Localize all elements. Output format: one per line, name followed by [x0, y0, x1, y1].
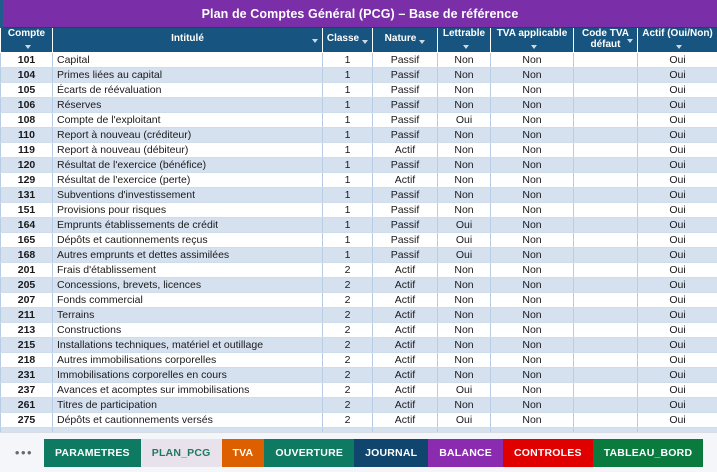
cell-intitule[interactable]: Subventions d'investissement	[53, 187, 323, 202]
cell-lettrable[interactable]: Non	[438, 52, 491, 67]
sheet-tab-tableau_bord[interactable]: TABLEAU_BORD	[593, 439, 704, 467]
cell-lettrable[interactable]: Non	[438, 202, 491, 217]
cell-code_tva[interactable]	[574, 142, 638, 157]
cell-intitule[interactable]: Constructions	[53, 322, 323, 337]
column-header-intitule[interactable]	[53, 28, 323, 52]
cell-actif[interactable]: Oui	[638, 52, 717, 67]
cell-lettrable[interactable]: Non	[438, 127, 491, 142]
table-header	[1, 28, 717, 52]
cell-lettrable[interactable]: Non	[438, 367, 491, 382]
cell-intitule[interactable]: Titres de participation	[53, 397, 323, 412]
cell-intitule[interactable]: Concessions, brevets, licences	[53, 277, 323, 292]
cell-code_tva[interactable]	[574, 397, 638, 412]
cell-actif[interactable]: Oui	[638, 307, 717, 322]
cell-tva[interactable]: Non	[491, 307, 574, 322]
cell-lettrable[interactable]: Non	[438, 337, 491, 352]
cell-code_tva[interactable]	[574, 172, 638, 187]
cell-nature[interactable]: Actif	[373, 292, 438, 307]
column-header-label: Actif (Oui/Non)	[642, 28, 713, 39]
cell-tva[interactable]: Non	[491, 187, 574, 202]
cell-tva[interactable]: Non	[491, 322, 574, 337]
cell-nature[interactable]: Passif	[373, 157, 438, 172]
cell-tva[interactable]: Non	[491, 247, 574, 262]
cell-code_tva[interactable]	[574, 382, 638, 397]
column-header-lettrable[interactable]	[438, 28, 491, 52]
cell-classe[interactable]: 1	[323, 187, 373, 202]
cell-nature[interactable]: Actif	[373, 307, 438, 322]
cell-classe[interactable]: 1	[323, 217, 373, 232]
cell-compte[interactable]: 108	[1, 112, 53, 127]
cell-nature[interactable]: Actif	[373, 337, 438, 352]
table-row[interactable]	[1, 247, 717, 262]
cell-nature[interactable]: Actif	[373, 367, 438, 382]
cell-classe[interactable]: 2	[323, 307, 373, 322]
cell-actif[interactable]: Oui	[638, 67, 717, 82]
table-row[interactable]	[1, 382, 717, 397]
table-row[interactable]	[1, 232, 717, 247]
cell-code_tva[interactable]	[574, 232, 638, 247]
cell-intitule[interactable]: Résultat de l'exercice (bénéfice)	[53, 157, 323, 172]
table-row[interactable]	[1, 397, 717, 412]
cell-nature[interactable]: Passif	[373, 82, 438, 97]
cell-compte[interactable]: 211	[1, 307, 53, 322]
cell-actif[interactable]: Oui	[638, 367, 717, 382]
cell-lettrable[interactable]: Non	[438, 292, 491, 307]
cell-actif[interactable]: Oui	[638, 352, 717, 367]
cell-nature[interactable]: Actif	[373, 172, 438, 187]
table-row[interactable]	[1, 412, 717, 427]
cell-actif[interactable]: Oui	[638, 382, 717, 397]
cell-nature[interactable]: Passif	[373, 67, 438, 82]
cell-classe[interactable]: 1	[323, 142, 373, 157]
table-row[interactable]	[1, 262, 717, 277]
cell-actif[interactable]: Oui	[638, 187, 717, 202]
filter-dropdown-icon[interactable]	[419, 40, 425, 44]
cell-lettrable[interactable]: Oui	[438, 112, 491, 127]
cell-tva[interactable]: Non	[491, 202, 574, 217]
cell-actif[interactable]: Oui	[638, 142, 717, 157]
table-row[interactable]	[1, 172, 717, 187]
cell-tva[interactable]: Non	[491, 397, 574, 412]
filter-dropdown-icon[interactable]	[362, 40, 368, 44]
cell-classe[interactable]: 1	[323, 202, 373, 217]
cell-code_tva[interactable]	[574, 52, 638, 67]
cell-lettrable[interactable]: Oui	[438, 382, 491, 397]
cell-classe[interactable]: 2	[323, 262, 373, 277]
column-header-compte[interactable]	[1, 28, 53, 52]
cell-actif[interactable]: Oui	[638, 217, 717, 232]
cell-lettrable[interactable]: Non	[438, 322, 491, 337]
cell-nature[interactable]: Passif	[373, 127, 438, 142]
cell-code_tva[interactable]	[574, 82, 638, 97]
cell-lettrable[interactable]: Oui	[438, 247, 491, 262]
cell-compte[interactable]: 165	[1, 232, 53, 247]
cell-tva[interactable]: Non	[491, 277, 574, 292]
cell-code_tva[interactable]	[574, 112, 638, 127]
cell-code_tva[interactable]	[574, 187, 638, 202]
cell-nature[interactable]: Passif	[373, 217, 438, 232]
cell-code_tva[interactable]	[574, 127, 638, 142]
column-header-tva[interactable]	[491, 28, 574, 52]
cell-compte[interactable]: 213	[1, 322, 53, 337]
sheet-tab-plan_pcg[interactable]: PLAN_PCG	[141, 439, 222, 467]
column-header-label: TVA applicable	[496, 28, 568, 39]
filter-dropdown-icon[interactable]	[676, 45, 682, 49]
cell-actif[interactable]: Oui	[638, 232, 717, 247]
cell-lettrable[interactable]: Non	[438, 262, 491, 277]
cell-compte[interactable]: 164	[1, 217, 53, 232]
cell-classe[interactable]: 2	[323, 292, 373, 307]
page-title: Plan de Comptes Général (PCG) – Base de référence	[201, 6, 519, 21]
cell-nature[interactable]: Passif	[373, 52, 438, 67]
column-header-label: Classe	[326, 33, 360, 45]
cell-actif[interactable]: Oui	[638, 112, 717, 127]
cell-classe[interactable]: 1	[323, 97, 373, 112]
cell-tva[interactable]: Non	[491, 172, 574, 187]
cell-classe[interactable]: 2	[323, 382, 373, 397]
cell-lettrable[interactable]: Oui	[438, 412, 491, 427]
cell-intitule[interactable]: Réserves	[53, 97, 323, 112]
column-header-code_tva[interactable]	[574, 28, 638, 52]
cell-tva[interactable]: Non	[491, 217, 574, 232]
column-header-label: Code TVA défaut	[581, 28, 630, 50]
table-row[interactable]	[1, 292, 717, 307]
cell-classe[interactable]: 1	[323, 82, 373, 97]
cell-intitule[interactable]: Report à nouveau (créditeur)	[53, 127, 323, 142]
table-row[interactable]	[1, 97, 717, 112]
table-row[interactable]	[1, 127, 717, 142]
cell-nature[interactable]: Actif	[373, 277, 438, 292]
table-row[interactable]	[1, 67, 717, 82]
cell-compte[interactable]: 129	[1, 172, 53, 187]
table-row[interactable]	[1, 322, 717, 337]
cell-tva[interactable]: Non	[491, 67, 574, 82]
table-row[interactable]	[1, 367, 717, 382]
cell-actif[interactable]: Oui	[638, 82, 717, 97]
cell-nature[interactable]: Passif	[373, 232, 438, 247]
cell-lettrable[interactable]: Non	[438, 397, 491, 412]
filter-dropdown-icon[interactable]	[463, 45, 469, 49]
cell-lettrable[interactable]: Non	[438, 67, 491, 82]
cell-classe[interactable]: 1	[323, 67, 373, 82]
cell-actif[interactable]: Oui	[638, 277, 717, 292]
cell-lettrable[interactable]: Non	[438, 277, 491, 292]
sheet-tab-ouverture[interactable]: OUVERTURE	[264, 439, 354, 467]
cell-classe[interactable]: 1	[323, 52, 373, 67]
cell-intitule[interactable]: Écarts de réévaluation	[53, 82, 323, 97]
cell-compte[interactable]: 119	[1, 142, 53, 157]
accounts-table-container	[0, 28, 717, 432]
cell-compte[interactable]: 101	[1, 52, 53, 67]
cell-tva[interactable]: Non	[491, 157, 574, 172]
cell-actif[interactable]: Oui	[638, 292, 717, 307]
cell-nature[interactable]: Passif	[373, 97, 438, 112]
sheet-tab-bar	[0, 432, 717, 472]
cell-code_tva[interactable]	[574, 337, 638, 352]
cell-actif[interactable]: Oui	[638, 157, 717, 172]
filter-dropdown-icon[interactable]	[25, 45, 31, 49]
cell-lettrable[interactable]: Non	[438, 157, 491, 172]
cell-intitule[interactable]: Autres emprunts et dettes assimilées	[53, 247, 323, 262]
cell-tva[interactable]: Non	[491, 232, 574, 247]
column-header-actif[interactable]	[638, 28, 717, 52]
cell-code_tva[interactable]	[574, 307, 638, 322]
table-row[interactable]	[1, 217, 717, 232]
column-header-nature[interactable]	[373, 28, 438, 52]
cell-actif[interactable]: Oui	[638, 262, 717, 277]
cell-compte[interactable]: 207	[1, 292, 53, 307]
cell-tva[interactable]: Non	[491, 352, 574, 367]
filter-dropdown-icon[interactable]	[627, 39, 633, 43]
sheet-tab-controles[interactable]: CONTROLES	[503, 439, 593, 467]
table-row[interactable]	[1, 142, 717, 157]
cell-classe[interactable]: 1	[323, 127, 373, 142]
cell-code_tva[interactable]	[574, 277, 638, 292]
cell-nature[interactable]: Passif	[373, 202, 438, 217]
cell-code_tva[interactable]	[574, 367, 638, 382]
cell-lettrable[interactable]: Non	[438, 307, 491, 322]
cell-compte[interactable]: 218	[1, 352, 53, 367]
cell-compte[interactable]: 104	[1, 67, 53, 82]
cell-intitule[interactable]: Frais d'établissement	[53, 262, 323, 277]
cell-compte[interactable]: 215	[1, 337, 53, 352]
table-row[interactable]	[1, 352, 717, 367]
sheet-tab-tva[interactable]: TVA	[222, 439, 265, 467]
table-row[interactable]	[1, 307, 717, 322]
cell-intitule[interactable]: Autres immobilisations corporelles	[53, 352, 323, 367]
cell-compte[interactable]: 237	[1, 382, 53, 397]
cell-code_tva[interactable]	[574, 67, 638, 82]
cell-nature[interactable]: Actif	[373, 382, 438, 397]
filter-dropdown-icon[interactable]	[312, 39, 318, 43]
cell-tva[interactable]: Non	[491, 412, 574, 427]
cell-classe[interactable]: 1	[323, 247, 373, 262]
cell-intitule[interactable]: Dépôts et cautionnements versés	[53, 412, 323, 427]
cell-tva[interactable]: Non	[491, 367, 574, 382]
table-row[interactable]	[1, 202, 717, 217]
cell-code_tva[interactable]	[574, 217, 638, 232]
cell-actif[interactable]: Oui	[638, 97, 717, 112]
accounts-table	[0, 28, 717, 432]
cell-tva[interactable]: Non	[491, 292, 574, 307]
cell-tva[interactable]: Non	[491, 337, 574, 352]
cell-classe[interactable]: 2	[323, 412, 373, 427]
table-row[interactable]	[1, 187, 717, 202]
cell-nature[interactable]: Actif	[373, 412, 438, 427]
table-row[interactable]	[1, 52, 717, 67]
cell-compte[interactable]: 231	[1, 367, 53, 382]
column-header-label: Intitulé	[171, 33, 204, 45]
cell-actif[interactable]: Oui	[638, 127, 717, 142]
filter-dropdown-icon[interactable]	[531, 45, 537, 49]
cell-tva[interactable]: Non	[491, 97, 574, 112]
cell-actif[interactable]: Oui	[638, 322, 717, 337]
column-header-classe[interactable]	[323, 28, 373, 52]
cell-nature[interactable]: Actif	[373, 262, 438, 277]
cell-code_tva[interactable]	[574, 352, 638, 367]
cell-actif[interactable]: Oui	[638, 397, 717, 412]
cell-compte[interactable]: 106	[1, 97, 53, 112]
table-row[interactable]	[1, 157, 717, 172]
document-title-banner	[3, 0, 717, 28]
cell-code_tva[interactable]	[574, 412, 638, 427]
cell-intitule[interactable]: Emprunts établissements de crédit	[53, 217, 323, 232]
cell-lettrable[interactable]: Oui	[438, 217, 491, 232]
cell-actif[interactable]: Oui	[638, 172, 717, 187]
cell-nature[interactable]: Actif	[373, 142, 438, 157]
cell-classe[interactable]: 2	[323, 277, 373, 292]
cell-classe[interactable]: 2	[323, 367, 373, 382]
column-header-label: Lettrable	[442, 28, 486, 39]
cell-classe[interactable]: 1	[323, 172, 373, 187]
cell-nature[interactable]: Actif	[373, 397, 438, 412]
cell-compte[interactable]: 275	[1, 412, 53, 427]
cell-compte[interactable]: 168	[1, 247, 53, 262]
cell-compte[interactable]: 201	[1, 262, 53, 277]
column-header-label: Compte	[7, 28, 46, 39]
cell-code_tva[interactable]	[574, 97, 638, 112]
cell-compte[interactable]: 151	[1, 202, 53, 217]
cell-code_tva[interactable]	[574, 262, 638, 277]
cell-compte[interactable]: 131	[1, 187, 53, 202]
cell-classe[interactable]: 2	[323, 352, 373, 367]
cell-lettrable[interactable]: Oui	[438, 232, 491, 247]
cell-nature[interactable]: Passif	[373, 112, 438, 127]
cell-lettrable[interactable]: Non	[438, 142, 491, 157]
cell-intitule[interactable]: Dépôts et cautionnements reçus	[53, 232, 323, 247]
cell-compte[interactable]: 120	[1, 157, 53, 172]
cell-lettrable[interactable]: Non	[438, 97, 491, 112]
table-row[interactable]	[1, 112, 717, 127]
cell-intitule[interactable]: Terrains	[53, 307, 323, 322]
sheet-tab-parametres[interactable]: PARAMETRES	[44, 439, 141, 467]
column-header-label: Nature	[384, 33, 417, 45]
cell-lettrable[interactable]: Non	[438, 172, 491, 187]
cell-nature[interactable]: Passif	[373, 247, 438, 262]
cell-code_tva[interactable]	[574, 247, 638, 262]
cell-tva[interactable]: Non	[491, 262, 574, 277]
cell-lettrable[interactable]: Non	[438, 82, 491, 97]
table-row[interactable]	[1, 82, 717, 97]
cell-tva[interactable]: Non	[491, 52, 574, 67]
cell-intitule[interactable]: Compte de l'exploitant	[53, 112, 323, 127]
cell-intitule[interactable]: Capital	[53, 52, 323, 67]
table-row[interactable]	[1, 277, 717, 292]
cell-code_tva[interactable]	[574, 292, 638, 307]
sheet-tab-journal[interactable]: JOURNAL	[354, 439, 428, 467]
cell-compte[interactable]: 261	[1, 397, 53, 412]
cell-compte[interactable]: 205	[1, 277, 53, 292]
cell-intitule[interactable]: Provisions pour risques	[53, 202, 323, 217]
sheet-tab-balance[interactable]: BALANCE	[428, 439, 503, 467]
cell-classe[interactable]: 1	[323, 112, 373, 127]
cell-intitule[interactable]: Primes liées au capital	[53, 67, 323, 82]
table-header-row	[1, 28, 717, 52]
cell-tva[interactable]: Non	[491, 82, 574, 97]
cell-intitule[interactable]: Fonds commercial	[53, 292, 323, 307]
cell-actif[interactable]: Oui	[638, 337, 717, 352]
cell-classe[interactable]: 2	[323, 322, 373, 337]
cell-classe[interactable]: 1	[323, 157, 373, 172]
cell-tva[interactable]: Non	[491, 127, 574, 142]
cell-nature[interactable]: Actif	[373, 352, 438, 367]
cell-tva[interactable]: Non	[491, 382, 574, 397]
cell-nature[interactable]: Actif	[373, 322, 438, 337]
sheet-overflow-button[interactable]: •••	[4, 439, 44, 467]
cell-tva[interactable]: Non	[491, 142, 574, 157]
cell-intitule[interactable]: Installations techniques, matériel et outillage	[53, 337, 323, 352]
cell-intitule[interactable]: Report à nouveau (débiteur)	[53, 142, 323, 157]
cell-code_tva[interactable]	[574, 322, 638, 337]
cell-classe[interactable]: 2	[323, 337, 373, 352]
cell-compte[interactable]: 110	[1, 127, 53, 142]
cell-intitule[interactable]: Immobilisations corporelles en cours	[53, 367, 323, 382]
cell-classe[interactable]: 2	[323, 397, 373, 412]
cell-lettrable[interactable]: Non	[438, 352, 491, 367]
cell-intitule[interactable]: Avances et acomptes sur immobilisations	[53, 382, 323, 397]
table-row[interactable]	[1, 337, 717, 352]
cell-compte[interactable]: 105	[1, 82, 53, 97]
cell-nature[interactable]: Passif	[373, 187, 438, 202]
cell-code_tva[interactable]	[574, 157, 638, 172]
cell-actif[interactable]: Oui	[638, 202, 717, 217]
cell-actif[interactable]: Oui	[638, 247, 717, 262]
cell-actif[interactable]: Oui	[638, 412, 717, 427]
cell-tva[interactable]: Non	[491, 112, 574, 127]
cell-intitule[interactable]: Résultat de l'exercice (perte)	[53, 172, 323, 187]
table-body	[1, 52, 717, 432]
cell-code_tva[interactable]	[574, 202, 638, 217]
cell-classe[interactable]: 1	[323, 232, 373, 247]
sheet-tabs-host	[44, 439, 703, 467]
cell-lettrable[interactable]: Non	[438, 187, 491, 202]
